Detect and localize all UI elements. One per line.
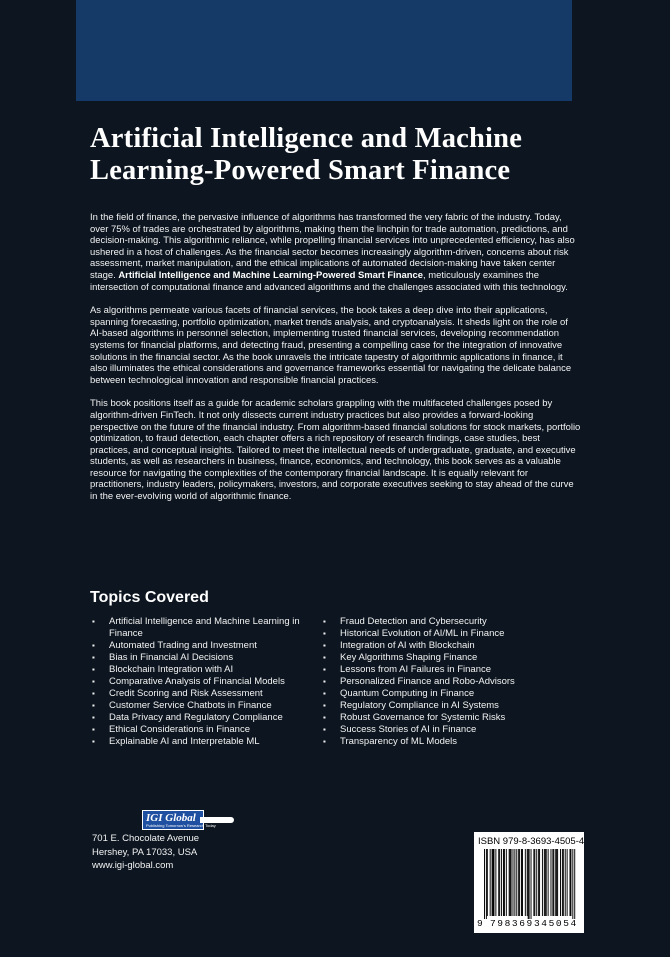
barcode-bar (533, 849, 534, 916)
barcode-bar (534, 849, 535, 916)
bullet-icon: ▪ (92, 665, 95, 674)
barcode-bar (548, 849, 549, 916)
paragraph-1-bold-title: Artificial Intelligence and Machine Learning-Powered Smart Finance (118, 269, 424, 281)
book-title (90, 123, 610, 187)
topic-text: Blockchain Integration with AI (109, 664, 234, 675)
barcode-bar (484, 849, 485, 919)
topic-text: Historical Evolution of AI/ML in Finance (340, 628, 505, 639)
topic-item (323, 724, 583, 736)
barcode-bar (539, 849, 540, 916)
topic-item (92, 700, 302, 712)
bullet-icon: ▪ (323, 629, 326, 638)
bullet-icon: ▪ (92, 713, 95, 722)
barcode-bar (522, 849, 523, 916)
barcode-lead-digit: 9 (477, 918, 483, 929)
barcode-bar (486, 849, 487, 919)
barcode-bar (513, 849, 514, 916)
bullet-icon: ▪ (323, 617, 326, 626)
barcode-bar (552, 849, 553, 916)
topic-text: Automated Trading and Investment (109, 640, 257, 651)
barcode-bar (511, 849, 512, 916)
description-paragraph-3: This book positions itself as a guide for academic scholars grappling with the multifaceted challenges posed by algorithm-driven FinTech. It not only dissects current industry practices but also provides a forward-looking perspective on the future of the financial industry. From algorithm-based financial solutions for stock markets, portfolio optimization, to fraud detection, each chapter offers a rich repository of research findings, case studies, best practices, and conceptual insights. Tailored to meet the intellectual needs of undergraduate, graduate, and executive students, as well as researchers in business, finance, economics, and technology, this book serves as a valuable resource for navigating the complexities of the contemporary financial landscape. It is equally relevant for practitioners, industry leaders, policymakers, investors, and corporate executives seeking to stay ahead of the curve in the ever-evolving world of algorithmic finance. (90, 398, 581, 503)
topic-item (323, 652, 583, 664)
topic-text: Key Algorithms Shaping Finance (340, 652, 478, 663)
barcode-bar (570, 849, 571, 916)
barcode-bar (536, 849, 537, 916)
bullet-icon: ▪ (92, 641, 95, 650)
barcode-bar (494, 849, 495, 916)
top-color-band (76, 0, 572, 101)
topic-text: Credit Scoring and Risk Assessment (109, 688, 263, 699)
barcode-bar (498, 849, 499, 916)
topic-text: Artificial Intelligence and Machine Learning in Finance (109, 616, 300, 639)
barcode-bar (531, 849, 532, 919)
bullet-icon: ▪ (92, 737, 95, 746)
topic-text: Ethical Considerations in Finance (109, 724, 250, 735)
topic-item (323, 640, 583, 652)
barcode-bar (490, 849, 491, 916)
bullet-icon: ▪ (323, 677, 326, 686)
barcode-bar (487, 849, 488, 916)
logo-name: IGI Global (146, 812, 196, 824)
topic-text: Success Stories of AI in Finance (340, 724, 477, 735)
barcode-bar (510, 849, 511, 916)
topic-item (92, 676, 302, 688)
topic-item (92, 724, 302, 736)
topics-list-right (323, 616, 583, 748)
topic-item (92, 640, 302, 652)
barcode-bar (574, 849, 575, 919)
barcode-bar (546, 849, 547, 916)
barcode-bar (501, 849, 502, 916)
topic-item (323, 712, 583, 724)
barcode-bar (495, 849, 496, 916)
topic-text: Transparency of ML Models (340, 736, 458, 747)
topic-item (323, 676, 583, 688)
bullet-icon: ▪ (92, 617, 95, 626)
logo-swoosh-icon (200, 817, 234, 823)
barcode-bar (562, 849, 563, 916)
bullet-icon: ▪ (92, 653, 95, 662)
paragraph-1-text-end: , meticulously examines the intersection of computational finance and advanced algorithms and the challenges associated with this technology. (90, 269, 568, 293)
logo-tagline: Publishing Tomorrow's Research Today (146, 823, 216, 828)
topic-text: Lessons from AI Failures in Finance (340, 664, 492, 675)
topics-list-left (92, 616, 302, 748)
address-street: 701 E. Chocolate Avenue (92, 833, 200, 844)
topic-text: Regulatory Compliance in AI Systems (340, 700, 499, 711)
barcode-bar (529, 849, 530, 919)
barcode-bar (538, 849, 539, 916)
topic-text: Personalized Finance and Robo-Advisors (340, 676, 515, 687)
topic-item (323, 700, 583, 712)
barcode-bar (527, 849, 528, 916)
bullet-icon: ▪ (323, 701, 326, 710)
topic-text: Fraud Detection and Cybersecurity (340, 616, 487, 627)
barcode-bar (514, 849, 515, 916)
topic-item (92, 652, 302, 664)
topic-item (323, 688, 583, 700)
book-title-line-2: Learning-Powered Smart Finance (90, 155, 511, 186)
barcode-bar (570, 849, 571, 916)
topic-text: Data Privacy and Regulatory Compliance (109, 712, 283, 723)
topic-item (323, 628, 583, 640)
bullet-icon: ▪ (92, 701, 95, 710)
barcode-bar (518, 849, 519, 916)
paragraph-1-text-start: In the field of finance, the pervasive influence of algorithms has transformed the very fabric of the industry. Today, over 75% of trades are orchestrated by algorithms, making them the linchpin for trade automation, predictions, and decision-making. This algorithmic reliance, while propelling financial services into unprecedented efficiency, has also ushered in a host of challenges. As the financial sector becomes increasingly algorithm-driven, concerns about risk assessment, market manipulation, and the ethical implications of automated decision-making have taken center stage. (90, 212, 575, 281)
bullet-icon: ▪ (92, 689, 95, 698)
barcode-bar (555, 849, 556, 916)
topic-item (92, 664, 302, 676)
barcode-bar (542, 849, 543, 916)
book-description (90, 212, 582, 515)
topic-item (92, 736, 302, 748)
bullet-icon: ▪ (92, 677, 95, 686)
barcode-bar (551, 849, 552, 916)
barcode-bar (492, 849, 493, 916)
address-city: Hershey, PA 17033, USA (92, 846, 198, 858)
bullet-icon: ▪ (323, 737, 326, 746)
barcode-left-digits: 798369 (490, 918, 534, 929)
topic-text: Bias in Financial AI Decisions (109, 652, 234, 663)
barcode-bar (506, 849, 507, 916)
description-paragraph-2: As algorithms permeate various facets of financial services, the book takes a deep dive into their applications, spanning forecasting, portfolio optimization, market trends analysis, and cryptoanalysis. It sheds light on the role of AI-based algorithms in personnel selection, implementing trusted financial services, developing recommendation systems for financial platforms, and detecting fraud, presenting a compelling case for the integration of innovative solutions in the financial sector. As the book unravels the intricate tapestry of algorithmic applications in finance, it also illuminates the ethical considerations and governance frameworks essential for navigating the delicate balance between technological innovation and responsible financial practices. (90, 305, 572, 386)
bullet-icon: ▪ (323, 653, 326, 662)
igi-global-logo (142, 810, 234, 830)
barcode-bar (528, 849, 529, 919)
bullet-icon: ▪ (92, 725, 95, 734)
barcode-bar (553, 849, 554, 916)
barcode-bar (519, 849, 520, 916)
barcode-bar (560, 849, 561, 916)
publisher-website: www.igi-global.com (92, 860, 174, 871)
topics-heading: Topics Covered (90, 589, 209, 606)
publisher-address (92, 832, 199, 873)
logo-box (142, 810, 216, 830)
topic-item (92, 688, 302, 700)
barcode-bar (567, 849, 568, 916)
topic-item (323, 736, 583, 748)
barcode-bar (509, 849, 510, 916)
bullet-icon: ▪ (323, 641, 326, 650)
bullet-icon: ▪ (323, 665, 326, 674)
barcode-bar (557, 849, 558, 916)
book-title-line-1: Artificial Intelligence and Machine (90, 123, 523, 154)
topic-text: Customer Service Chatbots in Finance (109, 700, 272, 711)
barcode-bar (504, 849, 505, 916)
topic-text: Quantum Computing in Finance (340, 688, 475, 699)
barcode-bar (521, 849, 522, 916)
barcode-bar (525, 849, 526, 916)
barcode-bar (572, 849, 573, 919)
barcode-bar (503, 849, 504, 916)
topic-text: Integration of AI with Blockchain (340, 640, 475, 651)
bullet-icon: ▪ (323, 713, 326, 722)
isbn-barcode (474, 832, 584, 933)
isbn-number: ISBN 979-8-3693-4505-4 (478, 836, 585, 847)
bullet-icon: ▪ (323, 689, 326, 698)
description-paragraph-1 (90, 212, 582, 293)
topic-item (323, 616, 583, 628)
barcode-bar (493, 849, 494, 916)
barcode-bar (563, 849, 564, 916)
barcode-bar (565, 849, 566, 916)
topic-text: Robust Governance for Systemic Risks (340, 712, 506, 723)
barcode-bar (544, 849, 545, 916)
barcode-right-digits: 345054 (534, 918, 578, 929)
topic-item (92, 616, 302, 640)
topic-text: Comparative Analysis of Financial Models (109, 676, 285, 687)
bullet-icon: ▪ (323, 725, 326, 734)
topic-item (323, 664, 583, 676)
barcode-bar (516, 849, 517, 916)
barcode-bar (545, 849, 546, 916)
topic-text: Explainable AI and Interpretable ML (109, 736, 260, 747)
barcode-bar (499, 849, 500, 916)
topic-item (92, 712, 302, 724)
barcode-bar (556, 849, 557, 916)
